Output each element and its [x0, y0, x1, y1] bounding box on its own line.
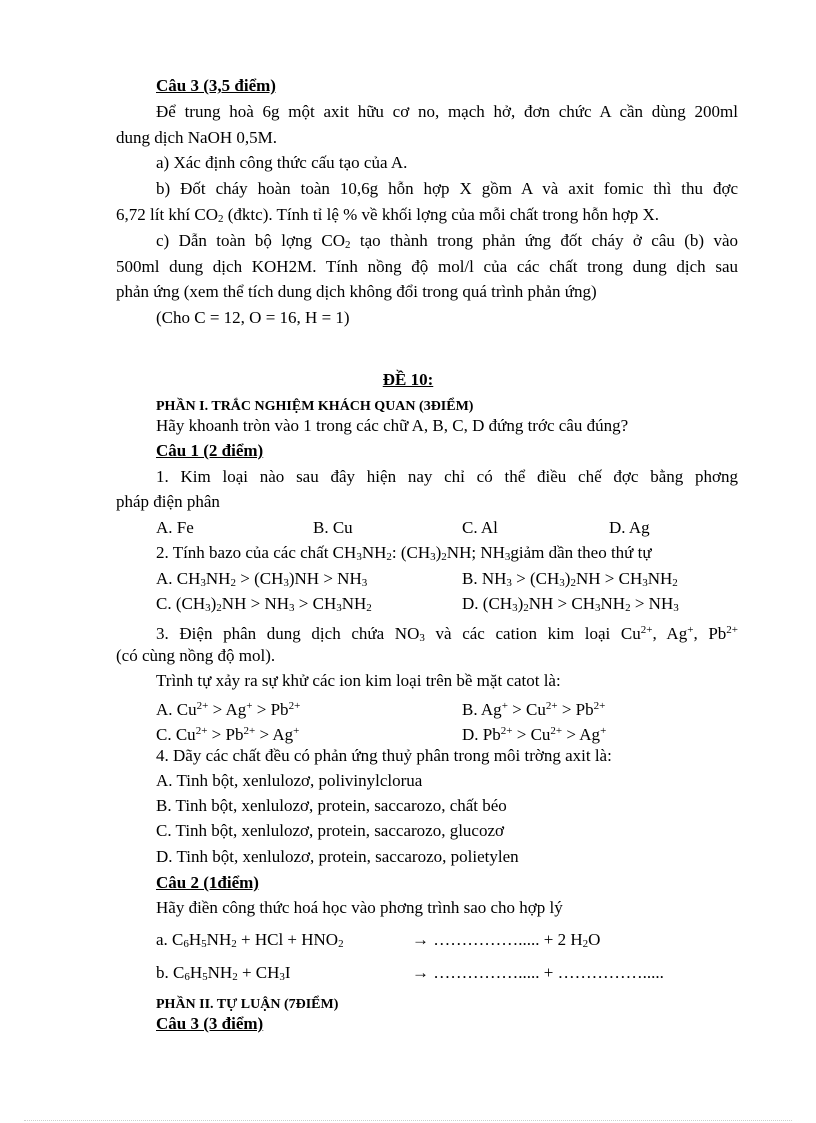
given-values: (Cho C = 12, O = 16, H = 1): [156, 308, 350, 327]
equation-a-products: → ……………..... + 2 $H_2O$: [412, 930, 601, 950]
question-text: 1. Kim loại nào sau đây hiện nay chỉ có thể điều chế đợc bằng phơng: [156, 467, 738, 486]
blank-dots: …………….....: [557, 963, 664, 982]
answer-option: C. $(CH_3)_2NH > NH_3 > CH_3NH_2$: [156, 594, 372, 614]
answer-option: A. $CH_3NH_2 > (CH_3)NH > NH_3$: [156, 569, 368, 589]
answer-option: D. $(CH_3)_2NH > CH_3NH_2 > NH_3$: [462, 594, 679, 614]
paragraph-line: a) Xác định công thức cấu tạo của A.: [156, 153, 408, 172]
arrow-icon: →: [412, 963, 429, 982]
question-text: pháp điện phân: [116, 492, 220, 511]
paragraph-line: phản ứng (xem thể tích dung dịch không đổi trong quá trình phản ứng): [116, 282, 597, 301]
arrow-icon: →: [412, 930, 429, 949]
answer-option: B. $Ag^+ > Cu^{2+} > Pb^{2+}$: [462, 700, 606, 719]
paragraph-line: 500ml dung dịch KOH2M. Tính nồng độ mol/l của các chất trong dung dịch sau: [116, 257, 738, 276]
answer-option: C. Tinh bột, xenlulozơ, protein, saccarozo, glucozơ: [156, 821, 505, 840]
page-bottom-divider: [24, 1120, 792, 1121]
paragraph-line: 6,72 lít khí $CO_2$ (đktc). Tính tỉ lệ % về khối lợng của mỗi chất trong hỗn hợp X.: [116, 205, 660, 225]
answer-option: D. Ag: [609, 518, 650, 537]
question-text: 3. Điện phân dung dịch chứa $NO_3$ và các cation kim loại $Cu^{2+}$, Ag+, $Pb^{2+}$: [156, 624, 739, 644]
paragraph-line: b) Đốt cháy hoàn toàn 10,6g hỗn hợp X gồm A và axit fomic thì thu đợc: [156, 179, 738, 198]
equation-a-reactants: a. $C_6H_5NH_2$ + HCl + $HNO_2$: [156, 930, 344, 950]
answer-option: C. Al: [462, 518, 498, 537]
section-title: PHẦN II. TỰ LUẬN (7ĐIỂM): [156, 997, 339, 1012]
answer-option: B. Cu: [313, 518, 353, 537]
question-heading: Câu 3 (3 điểm): [156, 1014, 264, 1033]
answer-option: A. $Cu^{2+} > Ag^+ > Pb^{2+}$: [156, 700, 301, 719]
paragraph-line: Để trung hoà 6g một axit hữu cơ no, mạch hở, đơn chức A cần dùng 200ml: [156, 102, 738, 121]
question-text: 4. Dãy các chất đều có phản ứng thuỷ phân trong môi trờng axit là:: [156, 746, 612, 765]
blank-dots: …………….....: [433, 930, 540, 949]
instruction-text: Hãy điền công thức hoá học vào phơng trình sao cho hợp lý: [156, 898, 563, 917]
answer-option: A. Tinh bột, xenlulozơ, polivinylclorua: [156, 771, 423, 790]
answer-option: B. Tinh bột, xenlulozơ, protein, saccarozo, chất béo: [156, 796, 507, 815]
equation-b-reactants: b. $C_6H_5NH_2 + CH_3I$: [156, 963, 291, 983]
question-heading: Câu 3 (3,5 điểm): [156, 76, 276, 95]
question-text: 2. Tính bazo của các chất $CH_3NH_2$: $(CH_3)_2NH$; $NH_3giảm$ dần theo thứ tự: [156, 543, 652, 563]
answer-option: B. $NH_3 > (CH_3)_2NH > CH_3NH_2$: [462, 569, 678, 589]
blank-dots: …………….....: [433, 963, 540, 982]
answer-option: D. Tinh bột, xenlulozơ, protein, saccarozo, polietylen: [156, 847, 519, 866]
instruction-text: Hãy khoanh tròn vào 1 trong các chữ A, B, C, D đứng trớc câu đúng?: [156, 416, 629, 435]
paragraph-line: c) Dẫn toàn bộ lợng $CO_2$ tạo thành trong phản ứng đốt cháy ở câu (b) vào: [156, 231, 738, 251]
answer-option: A. Fe: [156, 518, 194, 537]
question-heading: Câu 2 (1điểm): [156, 873, 259, 892]
question-text: (có cùng nồng độ mol).: [116, 646, 276, 665]
section-title: PHẦN I. TRẮC NGHIỆM KHÁCH QUAN (3ĐIỂM): [156, 399, 474, 414]
equation-b-products: → ……………..... + …………….....: [412, 963, 664, 982]
answer-option: D. $Pb^{2+} > Cu^{2+} > Ag^+$: [462, 725, 607, 744]
exam-title: ĐỀ 10:: [382, 370, 434, 389]
question-heading: Câu 1 (2 điểm): [156, 441, 264, 460]
answer-option: C. $Cu^{2+} > Pb^{2+} > Ag^+$: [156, 725, 300, 744]
question-text: Trình tự xảy ra sự khử các ion kim loại trên bề mặt catot là:: [156, 671, 561, 690]
paragraph-line: dung dịch NaOH 0,5M.: [116, 128, 278, 147]
